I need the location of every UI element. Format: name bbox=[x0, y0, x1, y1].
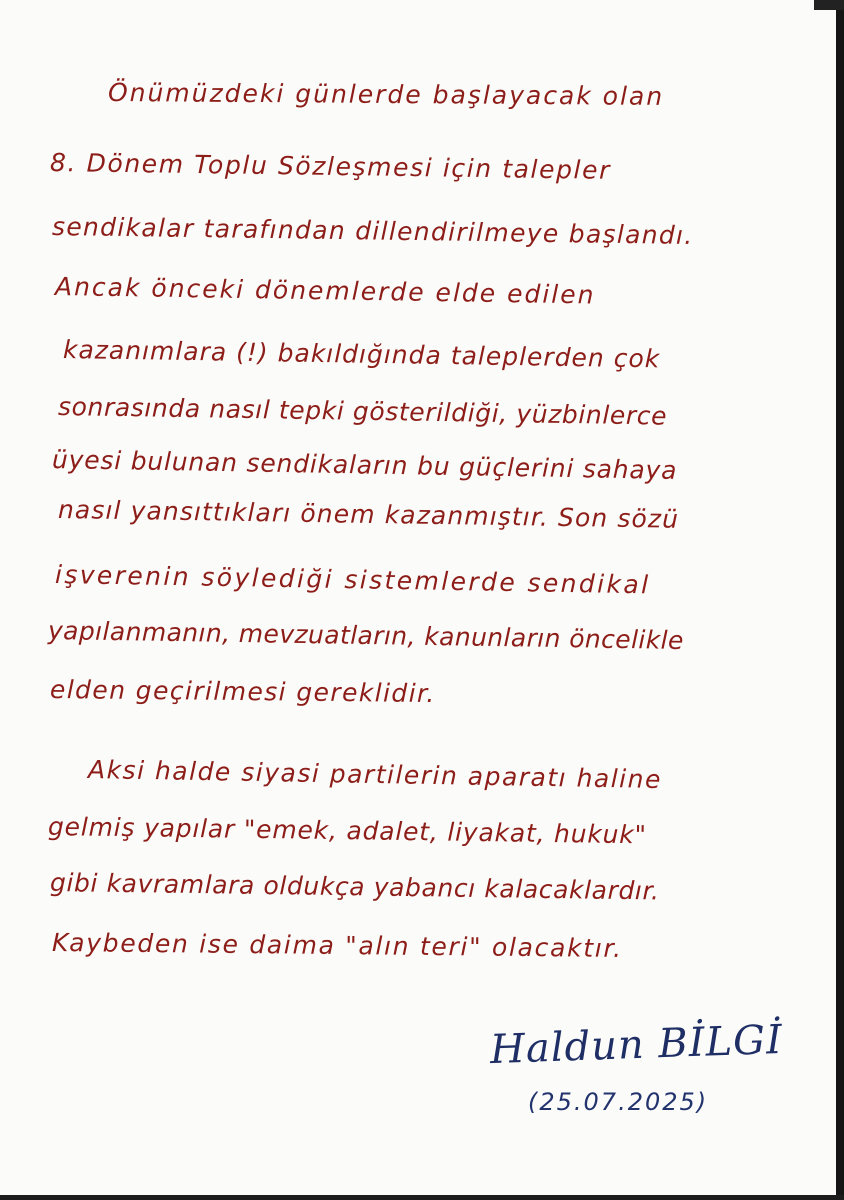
letter-line: Önümüzdeki günlerde başlayacak olan bbox=[107, 78, 665, 111]
letter-line: sendikalar tarafından dillendirilmeye başlandı. bbox=[51, 212, 694, 250]
letter-line: elden geçirilmesi gereklidir. bbox=[49, 675, 436, 709]
photo-edge-right bbox=[836, 0, 844, 1200]
letter-line: sonrasında nasıl tepki gösterildiği, yüzbinlerce bbox=[57, 392, 668, 431]
signature-name: Haldun BİLGİ bbox=[489, 1016, 784, 1074]
letter-line: üyesi bulunan sendikaların bu güçlerini sahaya bbox=[51, 445, 678, 485]
letter-line: Ancak önceki dönemlerde elde edilen bbox=[54, 272, 596, 310]
letter-line: işverenin söylediği sistemlerde sendikal bbox=[54, 560, 651, 600]
letter-line: gelmiş yapılar "emek, adalet, liyakat, hukuk" bbox=[47, 812, 648, 850]
letter-line: nasıl yansıttıkları önem kazanmıştır. Son sözü bbox=[57, 495, 680, 534]
letter-line: 8. Dönem Toplu Sözleşmesi için talepler bbox=[49, 148, 612, 185]
letter-line: kazanımlara (!) bakıldığında taleplerden çok bbox=[62, 335, 661, 374]
letter-line: yapılanmanın, mevzuatların, kanunların öncelikle bbox=[47, 616, 685, 655]
signature-date: (25.07.2025) bbox=[528, 1088, 709, 1116]
letter-line: Kaybeden ise daima "alın teri" olacaktır. bbox=[51, 928, 623, 963]
letter-line: Aksi halde siyasi partilerin aparatı haline bbox=[87, 755, 663, 795]
photo-edge-bottom bbox=[0, 1195, 844, 1200]
photo-edge-top bbox=[814, 0, 844, 10]
letter-line: gibi kavramlara oldukça yabancı kalacaklardır. bbox=[49, 868, 660, 906]
